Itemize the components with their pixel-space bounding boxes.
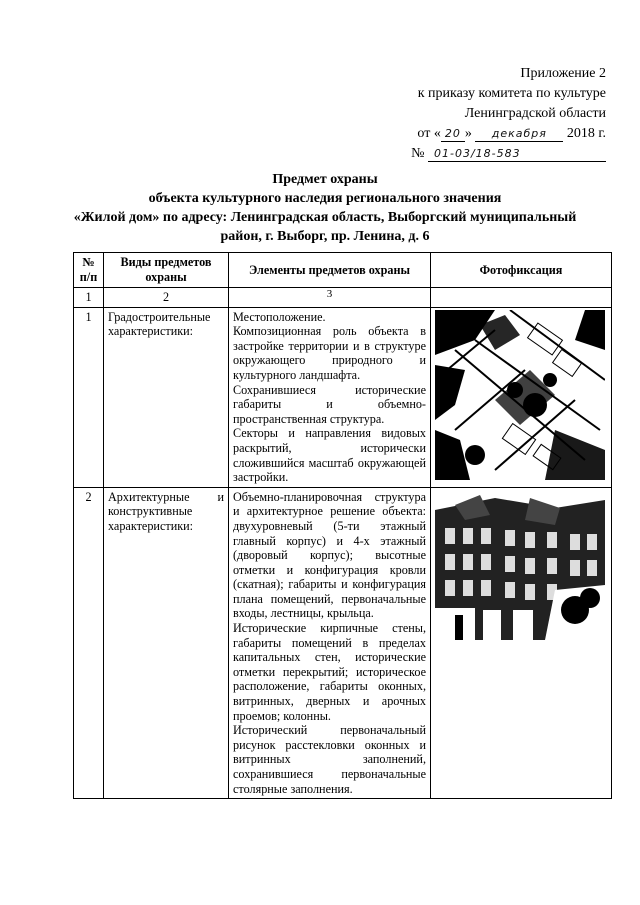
column-number-4 <box>431 288 612 308</box>
row-elements <box>229 487 431 798</box>
header-elements: Элементы предметов охраны <box>229 253 431 288</box>
column-number-3: 3 <box>229 288 431 308</box>
row-elements <box>229 307 431 487</box>
element-paragraph: Секторы и направления видовых раскрытий, исторически сложившийся масштаб окружающей застройки. <box>233 426 426 485</box>
title-line-1: Предмет охраны <box>272 172 378 187</box>
appendix-region: Ленинградской области <box>464 106 606 121</box>
appendix-date-line <box>346 124 606 144</box>
header-types: Виды предметов охраны <box>104 253 229 288</box>
appendix-title: Приложение 2 <box>520 66 606 81</box>
handwritten-month: декабря <box>475 127 563 142</box>
aerial-map-photo <box>435 310 607 480</box>
element-paragraph: Сохранившиеся исторические габариты и объемно-пространственная структура. <box>233 382 426 426</box>
row-photo-cell <box>431 487 612 798</box>
appendix-order-ref: к приказу комитета по культуре <box>417 86 606 101</box>
building-facade-photo <box>435 490 607 640</box>
table-header-row <box>74 253 612 288</box>
title-line-4: район, г. Выборг, пр. Ленина, д. 6 <box>220 229 430 244</box>
handwritten-number: 01-03/18-583 <box>428 147 606 162</box>
title-line-3: «Жилой дом» по адресу: Ленинградская область, Выборгский муниципальный <box>73 210 577 225</box>
aerial-view-image <box>435 310 605 480</box>
appendix-block <box>346 64 606 164</box>
row-type: Градостроительные характеристики: <box>104 307 229 487</box>
element-paragraph: Композиционная роль объекта в застройке территории и в структуре окружающего природного и культурного ландшафта. <box>233 324 426 382</box>
handwritten-day: 20 <box>441 127 465 142</box>
date-year: 2018 г. <box>566 126 606 141</box>
element-paragraph: Исторические кирпичные стены, габариты помещений в пределах капитальных стен, исторические отметки перекрытий; историческое расположение, габариты оконных, витринных, дверных и арочных проемов; колонны. <box>233 621 426 723</box>
header-photos: Фотофиксация <box>431 253 612 288</box>
table-row <box>74 487 612 798</box>
number-prefix: № <box>411 146 425 161</box>
row-photo-cell <box>431 307 612 487</box>
document-title <box>40 170 610 246</box>
appendix-number-line <box>346 144 606 164</box>
row-number: 2 <box>74 487 104 798</box>
column-numbering-row <box>74 288 612 308</box>
element-paragraph: Исторический первоначальный рисунок расстекловки оконных и витринных заполнений, сохранившиеся первоначальные столярные заполнения. <box>233 723 426 796</box>
header-number: № п/п <box>74 253 104 288</box>
row-number: 1 <box>74 307 104 487</box>
title-line-2: объекта культурного наследия регионального значения <box>148 191 502 206</box>
column-number-1: 1 <box>74 288 104 308</box>
table-row <box>74 307 612 487</box>
element-paragraph: Объемно-планировочная структура и архитектурное решение объекта: двухуровневый (5-ти этажный главный корпус) и 4-х этажный (дворовый корпус); высотные отметки и конфигурация кровли (скатная); габариты и конфигурация плана помещений, первоначальные входы, лестницы, крыльца. <box>233 489 426 621</box>
date-prefix: от « <box>417 126 441 141</box>
element-paragraph: Местоположение. <box>233 309 326 324</box>
row-type: Архитектурные и конструктивные характеристики: <box>104 487 229 798</box>
date-mid: » <box>464 126 472 141</box>
protection-subject-table <box>73 252 612 799</box>
building-facade-image <box>435 490 605 640</box>
column-number-2: 2 <box>104 288 229 308</box>
